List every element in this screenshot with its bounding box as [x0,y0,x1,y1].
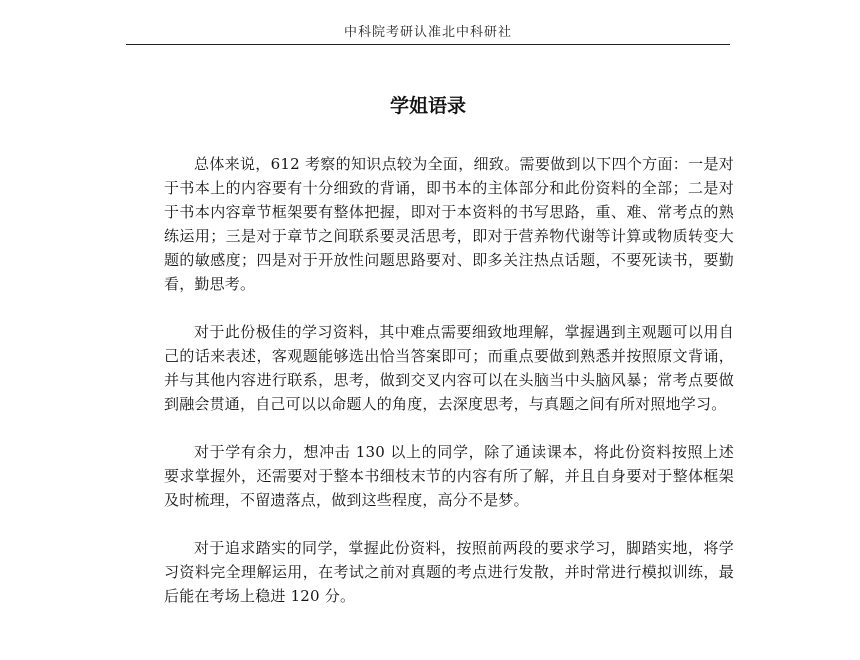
paragraph-steady-score: 对于追求踏实的同学，掌握此份资料，按照前两段的要求学习，脚踏实地，将学习资料完全理解运用，在考试之前对真题的考点进行发散，并时常进行模拟训练，最后能在考场上稳进 120 分。 [164,539,734,605]
header-rule [126,44,730,45]
running-header: 中科院考研认准北中科研社 [343,25,512,40]
body-text [164,152,734,632]
paragraph-overview: 总体来说，612 考察的知识点较为全面，细致。需要做到以下四个方面：一是对于书本上的内容要有十分细致的背诵，即书本的主体部分和此份资料的全部；二是对于书本内容章节框架要有整体把握，即对于本资料的书写思路，重、难、常考点的熟练运用；三是对于章节之间联系要灵活思考，即对于营养物代谢等计算或物质转变大题的敏感度；四是对于开放性问题思路要对、即多关注热点话题，不要死读书，要勤看，勤思考。 [164,155,734,293]
page-title: 学姐语录 [389,95,466,117]
paragraph-study-method: 对于此份极佳的学习资料，其中难点需要细致地理解，掌握遇到主观题可以用自己的话来表述，客观题能够选出恰当答案即可；而重点要做到熟悉并按照原文背诵，并与其他内容进行联系，思考，做到交叉内容可以在头脑当中头脑风暴；常考点要做到融会贯通，自己可以以命题人的角度，去深度思考，与真题之间有所对照地学习。 [164,323,734,413]
paragraph-high-score: 对于学有余力，想冲击 130 以上的同学，除了通读课本，将此份资料按照上述要求掌握外，还需要对于整本书细枝末节的内容有所了解，并且自身要对于整体框架及时梳理，不留遗落点，做到这些程度，高分不是梦。 [164,443,734,509]
